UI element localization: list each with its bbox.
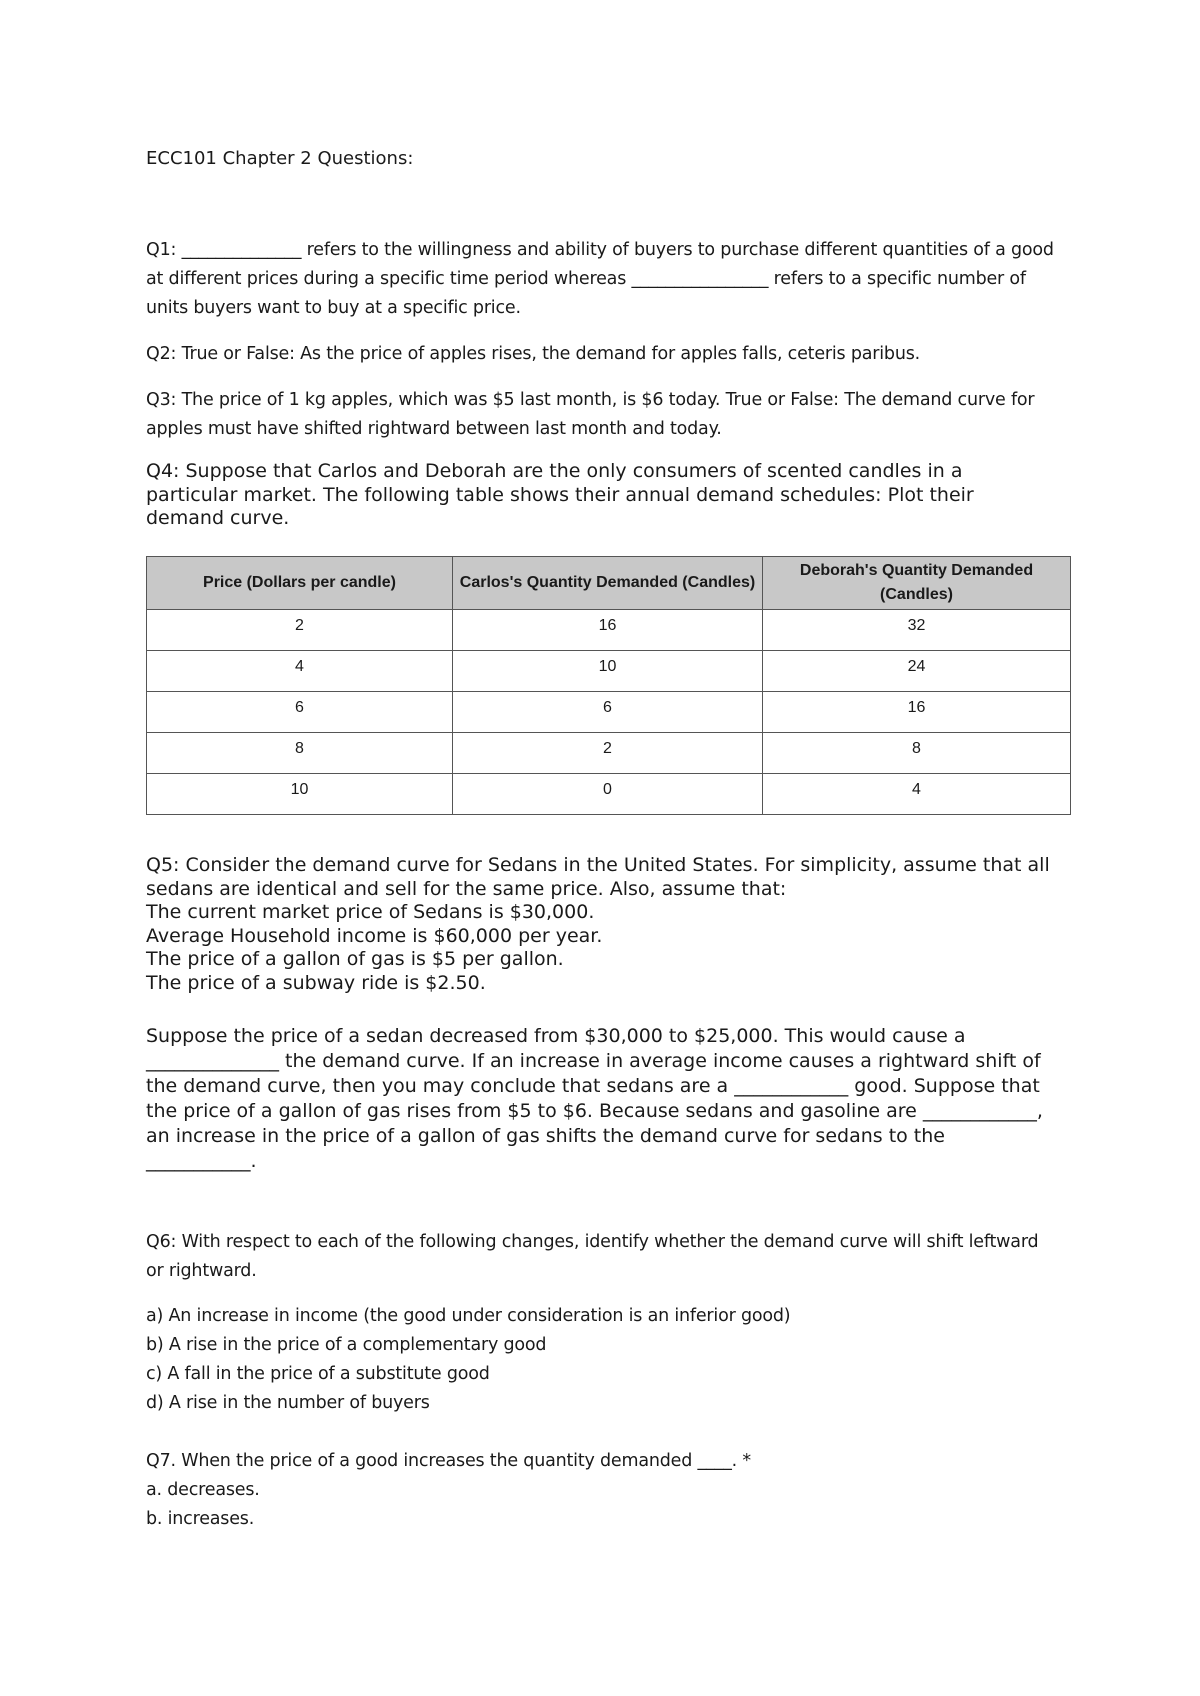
- question-3: Q3: The price of 1 kg apples, which was $5 last month, is $6 today. True or False: The demand curve for apples must have shifted rightward between last month and today.: [146, 390, 1035, 439]
- q5-assumption-price: The current market price of Sedans is $30,000.: [146, 901, 595, 923]
- price-cell: 8: [147, 733, 453, 774]
- header-carlos-quantity: Carlos's Quantity Demanded (Candles): [453, 557, 763, 610]
- q6-option-b: b) A rise in the price of a complementary good: [146, 1335, 547, 1355]
- q6-option-d: d) A rise in the number of buyers: [146, 1393, 430, 1413]
- q5-assumption-gas: The price of a gallon of gas is $5 per gallon.: [146, 948, 564, 970]
- question-6-prompt: Q6: With respect to each of the following changes, identify whether the demand curve will shift leftward or rightward.: [146, 1232, 1039, 1281]
- q6-option-a: a) An increase in income (the good under consideration is an inferior good): [146, 1306, 791, 1326]
- q1-blank-1: ______________: [181, 240, 302, 260]
- deborah-cell: 16: [763, 692, 1071, 733]
- q7-option-a: a. decreases.: [146, 1480, 260, 1500]
- header-deborah-quantity: Deborah's Quantity Demanded (Candles): [763, 557, 1071, 610]
- q5-assumption-subway: The price of a subway ride is $2.50.: [146, 971, 486, 994]
- table-row: [147, 610, 1071, 651]
- q1-suffix: refers to a specific number of units buyers want to buy at a specific price.: [146, 269, 1026, 318]
- price-cell: 4: [147, 651, 453, 692]
- q6-option-c: c) A fall in the price of a substitute good: [146, 1364, 490, 1384]
- question-5-intro: [146, 854, 1056, 995]
- q1-prefix: Q1:: [146, 240, 182, 260]
- carlos-cell: 10: [453, 651, 763, 692]
- price-cell: 10: [147, 774, 453, 815]
- q5-text-e: .: [250, 1150, 257, 1172]
- deborah-cell: 8: [763, 733, 1071, 774]
- q1-blank-2: ________________: [631, 269, 769, 289]
- carlos-cell: 16: [453, 610, 763, 651]
- q5-blank-4: ___________: [146, 1150, 251, 1172]
- price-cell: 6: [147, 692, 453, 733]
- question-7-prompt: Q7. When the price of a good increases the quantity demanded ____. *: [146, 1451, 751, 1471]
- table-row: [147, 774, 1071, 815]
- demand-schedule-table: [146, 556, 1071, 815]
- q5-text-b: the demand curve. If an increase in average income causes a rightward shift of the demand curve, then you may conclude that sedans are a: [146, 1050, 1041, 1097]
- table-row: [147, 733, 1071, 774]
- deborah-cell: 4: [763, 774, 1071, 815]
- question-4: Q4: Suppose that Carlos and Deborah are the only consumers of scented candles in a particular market. The following table shows their annual demand schedules: Plot their demand curve.: [146, 460, 974, 529]
- header-price: Price (Dollars per candle): [147, 557, 453, 610]
- q7-option-b: b. increases.: [146, 1509, 255, 1529]
- q5-assumption-income: Average Household income is $60,000 per year.: [146, 924, 603, 947]
- q5-blank-1: ______________: [146, 1050, 279, 1072]
- q1-middle: refers to the willingness and ability of buyers to purchase different quantities of a good at different prices during a specific time period whereas: [146, 240, 1054, 289]
- q5-blank-2: ____________: [734, 1075, 849, 1097]
- table-header-row: [147, 557, 1071, 610]
- carlos-cell: 2: [453, 733, 763, 774]
- table-row: [147, 651, 1071, 692]
- q5-text-c: good. Suppose that the price of a gallon of gas rises from $5 to $6. Because sedans and gasoline are: [146, 1075, 1040, 1122]
- carlos-cell: 0: [453, 774, 763, 815]
- carlos-cell: 6: [453, 692, 763, 733]
- question-5-body: [146, 1024, 1056, 1174]
- deborah-cell: 24: [763, 651, 1071, 692]
- question-1: [146, 236, 1056, 323]
- document-title: ECC101 Chapter 2 Questions:: [146, 148, 414, 169]
- q5-text-a: Suppose the price of a sedan decreased from $30,000 to $25,000. This would cause a: [146, 1025, 966, 1047]
- q5-blank-3: ____________: [922, 1100, 1037, 1122]
- deborah-cell: 32: [763, 610, 1071, 651]
- question-2: Q2: True or False: As the price of apples rises, the demand for apples falls, ceteris paribus.: [146, 344, 921, 364]
- table-row: [147, 692, 1071, 733]
- q5-intro: Q5: Consider the demand curve for Sedans in the United States. For simplicity, assume that all sedans are identical and sell for the same price. Also, assume that:: [146, 854, 1050, 900]
- q5-text-d: , an increase in the price of a gallon of gas shifts the demand curve for sedans to the: [146, 1100, 1043, 1147]
- price-cell: 2: [147, 610, 453, 651]
